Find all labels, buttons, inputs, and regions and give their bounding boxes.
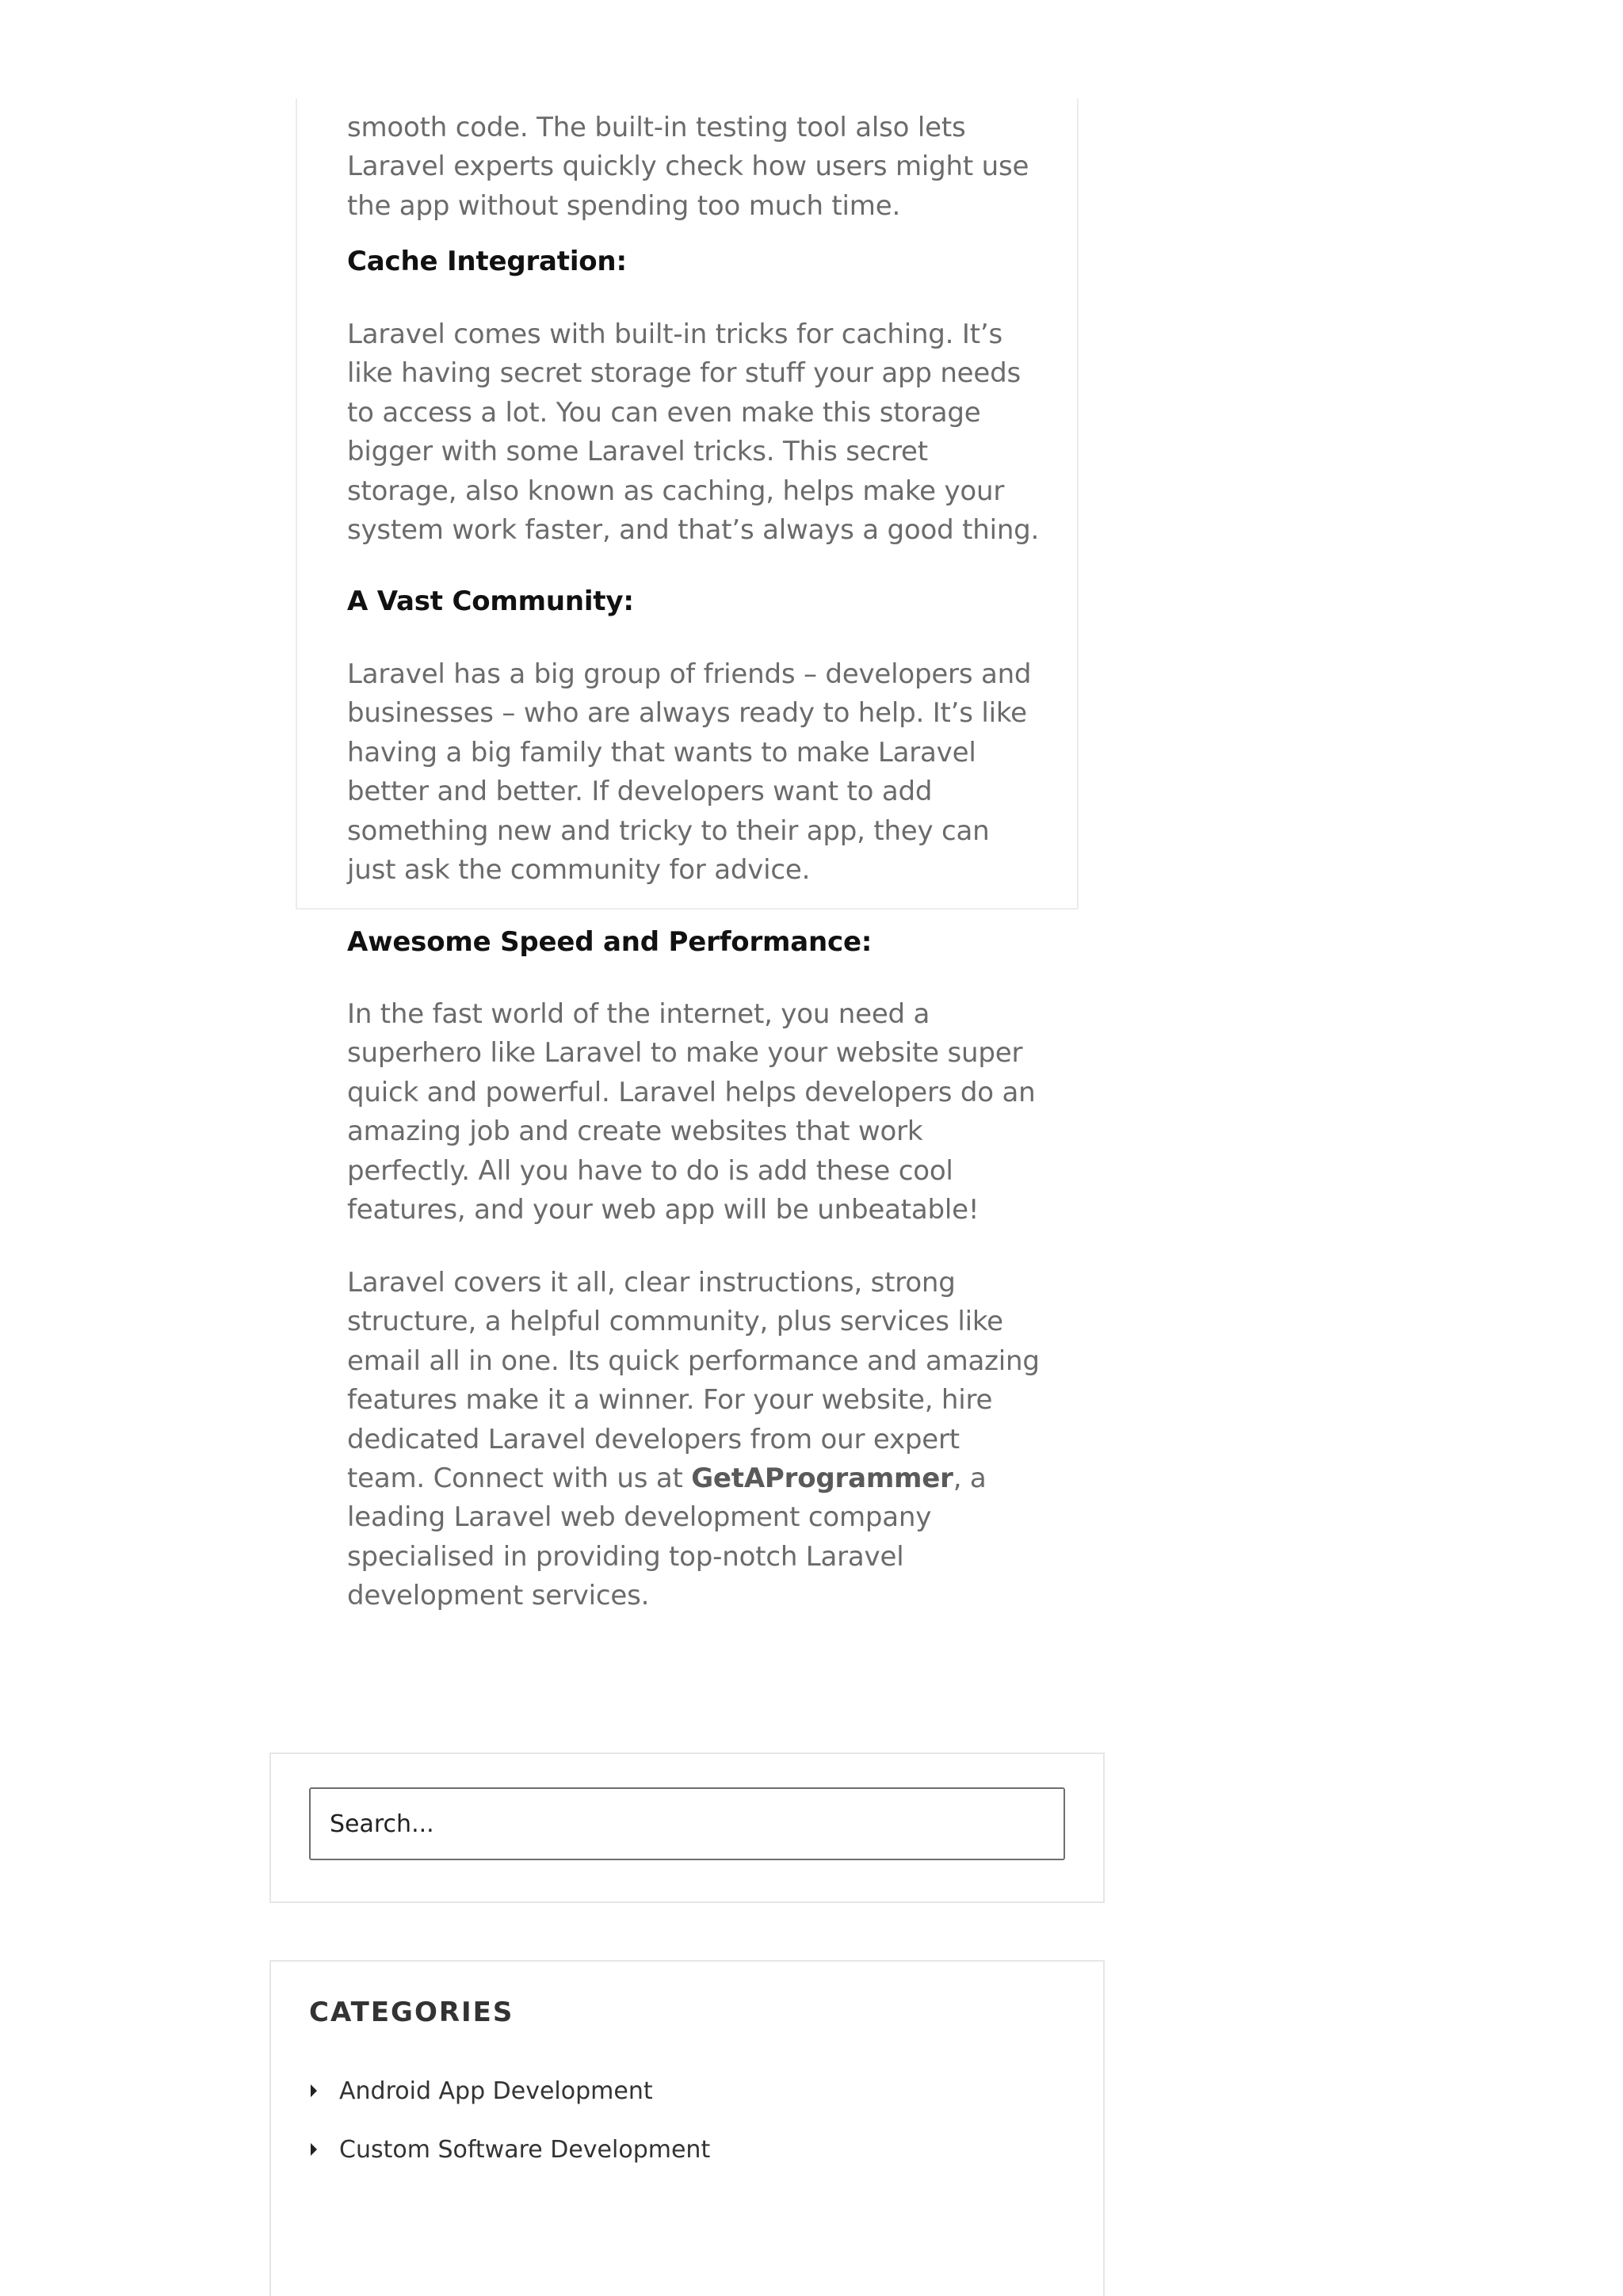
category-label[interactable]: Android App Development — [339, 2077, 653, 2105]
paragraph-conclusion — [347, 1264, 1044, 1616]
paragraph-speed: In the fast world of the internet, you need a superhero like Laravel to make your website super quick and powerful. Laravel helps developers do an amazing job and create websites that work perfectly. All you have to do is add these cool features, and your web app will be unbeatable! — [347, 998, 1036, 1226]
conclusion-text-end: , a leading Laravel web development company specialised in providing top-notch Laravel development services. — [347, 1463, 987, 1612]
search-input[interactable] — [309, 1787, 1065, 1860]
category-label[interactable]: Custom Software Development — [339, 2135, 711, 2164]
caret-right-icon — [311, 2084, 317, 2097]
category-item-custom-software-development[interactable] — [309, 2120, 710, 2179]
heading-cache-integration: Cache Integration: — [347, 246, 627, 277]
paragraph-testing: smooth code. The built-in testing tool also lets Laravel experts quickly check how users might use the app without spending too much time. — [347, 112, 1029, 222]
paragraph-cache: Laravel comes with built-in tricks for caching. It’s like having secret storage for stuff your app needs to access a lot. You can even make this storage bigger with some Laravel tricks. This secret storage, also known as caching, helps make your system work faster, and that’s always a good thing. — [347, 318, 1040, 547]
conclusion-text-start: Laravel covers it all, clear instructions, strong structure, a helpful community, plus services like email all in one. Its quick performance and amazing features make it a winner. For your website, hire dedicated Laravel developers from our expert team. Connect with us at — [347, 1267, 1040, 1495]
categories-title: CATEGORIES — [309, 1997, 514, 2028]
categories-widget — [269, 1960, 1105, 2296]
article-card — [296, 98, 1079, 1612]
getaprogrammer-link[interactable]: GetAProgrammer — [691, 1463, 953, 1495]
caret-right-icon — [311, 2143, 317, 2156]
search-widget — [269, 1753, 1105, 1903]
category-item-android-app-development[interactable] — [309, 2061, 710, 2120]
heading-speed-performance: Awesome Speed and Performance: — [347, 926, 873, 958]
categories-list — [309, 2061, 710, 2179]
paragraph-community: Laravel has a big group of friends – developers and businesses – who are always ready to help. It’s like having a big family that wants to make Laravel better and better. If developers want to add something new and tricky to their app, they can just ask the community for advice. — [347, 658, 1032, 887]
heading-vast-community: A Vast Community: — [347, 585, 634, 617]
